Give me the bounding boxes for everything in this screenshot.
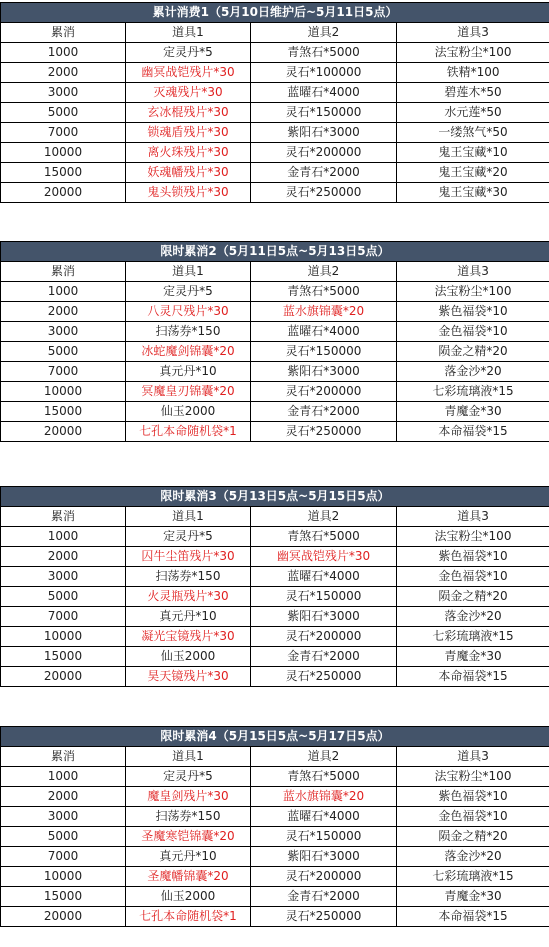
item2-cell: 蓝曜石*4000 bbox=[251, 807, 397, 827]
item2-cell: 蓝曜石*4000 bbox=[251, 567, 397, 587]
table-row bbox=[1, 63, 549, 83]
item1-cell: 七孔本命随机袋*1 bbox=[126, 422, 251, 442]
item2-cell: 灵石*200000 bbox=[251, 143, 397, 163]
column-header-amount: 累消 bbox=[1, 507, 126, 527]
amount-cell: 20000 bbox=[1, 667, 126, 687]
item2-cell: 幽冥战铠残片*30 bbox=[251, 547, 397, 567]
section-block bbox=[0, 486, 549, 687]
item1-cell: 鬼头锁残片*30 bbox=[126, 183, 251, 203]
item2-cell: 蓝水旗锦囊*20 bbox=[251, 787, 397, 807]
table-row bbox=[1, 567, 549, 587]
item3-cell: 鬼王宝藏*10 bbox=[397, 143, 549, 163]
item2-cell: 灵石*150000 bbox=[251, 587, 397, 607]
table-row bbox=[1, 887, 549, 907]
item2-cell: 青煞石*5000 bbox=[251, 767, 397, 787]
item3-cell: 落金沙*20 bbox=[397, 847, 549, 867]
amount-cell: 15000 bbox=[1, 402, 126, 422]
item2-cell: 灵石*100000 bbox=[251, 63, 397, 83]
item1-cell: 昊天镜残片*30 bbox=[126, 667, 251, 687]
item2-cell: 紫阳石*3000 bbox=[251, 362, 397, 382]
item2-cell: 蓝水旗锦囊*20 bbox=[251, 302, 397, 322]
item3-cell: 紫色福袋*10 bbox=[397, 787, 549, 807]
item3-cell: 陨金之精*20 bbox=[397, 342, 549, 362]
column-header-amount: 累消 bbox=[1, 262, 126, 282]
item3-cell: 碧莲木*50 bbox=[397, 83, 549, 103]
item3-cell: 紫色福袋*10 bbox=[397, 302, 549, 322]
item1-cell: 扫荡券*150 bbox=[126, 807, 251, 827]
item2-cell: 紫阳石*3000 bbox=[251, 123, 397, 143]
table-row bbox=[1, 382, 549, 402]
item3-cell: 水元莲*50 bbox=[397, 103, 549, 123]
section-title-row bbox=[1, 727, 549, 747]
item1-cell: 圣魔幡锦囊*20 bbox=[126, 867, 251, 887]
amount-cell: 3000 bbox=[1, 322, 126, 342]
item3-cell: 落金沙*20 bbox=[397, 607, 549, 627]
section-title: 限时累消3（5月13日5点~5月15日5点） bbox=[1, 487, 549, 507]
table-row bbox=[1, 807, 549, 827]
amount-cell: 15000 bbox=[1, 887, 126, 907]
column-header-item3: 道具3 bbox=[397, 262, 549, 282]
item3-cell: 一缕煞气*50 bbox=[397, 123, 549, 143]
reward-table bbox=[0, 241, 549, 442]
amount-cell: 7000 bbox=[1, 847, 126, 867]
column-header-item3: 道具3 bbox=[397, 747, 549, 767]
amount-cell: 5000 bbox=[1, 827, 126, 847]
table-row bbox=[1, 867, 549, 887]
item3-cell: 金色福袋*10 bbox=[397, 807, 549, 827]
item2-cell: 灵石*150000 bbox=[251, 827, 397, 847]
column-header-item1: 道具1 bbox=[126, 747, 251, 767]
amount-cell: 20000 bbox=[1, 907, 126, 927]
amount-cell: 15000 bbox=[1, 163, 126, 183]
item3-cell: 本命福袋*15 bbox=[397, 907, 549, 927]
reward-table bbox=[0, 486, 549, 687]
amount-cell: 10000 bbox=[1, 143, 126, 163]
item1-cell: 定灵丹*5 bbox=[126, 282, 251, 302]
item3-cell: 七彩琉璃液*15 bbox=[397, 382, 549, 402]
item1-cell: 真元丹*10 bbox=[126, 607, 251, 627]
item3-cell: 法宝粉尘*100 bbox=[397, 282, 549, 302]
item2-cell: 灵石*250000 bbox=[251, 907, 397, 927]
table-row bbox=[1, 282, 549, 302]
item2-cell: 灵石*200000 bbox=[251, 382, 397, 402]
column-header-amount: 累消 bbox=[1, 23, 126, 43]
item2-cell: 灵石*150000 bbox=[251, 342, 397, 362]
table-row bbox=[1, 422, 549, 442]
column-header-item1: 道具1 bbox=[126, 262, 251, 282]
amount-cell: 3000 bbox=[1, 83, 126, 103]
item1-cell: 囚牛尘笛残片*30 bbox=[126, 547, 251, 567]
column-header-item3: 道具3 bbox=[397, 23, 549, 43]
amount-cell: 1000 bbox=[1, 43, 126, 63]
amount-cell: 5000 bbox=[1, 342, 126, 362]
section-title-row bbox=[1, 242, 549, 262]
column-header-amount: 累消 bbox=[1, 747, 126, 767]
item1-cell: 七孔本命随机袋*1 bbox=[126, 907, 251, 927]
item1-cell: 定灵丹*5 bbox=[126, 43, 251, 63]
section-block bbox=[0, 241, 549, 442]
table-row bbox=[1, 767, 549, 787]
item1-cell: 定灵丹*5 bbox=[126, 767, 251, 787]
amount-cell: 2000 bbox=[1, 547, 126, 567]
item3-cell: 法宝粉尘*100 bbox=[397, 527, 549, 547]
column-header-row bbox=[1, 23, 549, 43]
item1-cell: 仙玉2000 bbox=[126, 647, 251, 667]
column-header-item1: 道具1 bbox=[126, 507, 251, 527]
column-header-item3: 道具3 bbox=[397, 507, 549, 527]
amount-cell: 5000 bbox=[1, 103, 126, 123]
item1-cell: 仙玉2000 bbox=[126, 402, 251, 422]
item1-cell: 凝光宝镜残片*30 bbox=[126, 627, 251, 647]
item3-cell: 法宝粉尘*100 bbox=[397, 43, 549, 63]
table-row bbox=[1, 362, 549, 382]
item3-cell: 紫色福袋*10 bbox=[397, 547, 549, 567]
item3-cell: 本命福袋*15 bbox=[397, 667, 549, 687]
amount-cell: 20000 bbox=[1, 422, 126, 442]
item3-cell: 青魔金*30 bbox=[397, 402, 549, 422]
table-row bbox=[1, 587, 549, 607]
table-row bbox=[1, 607, 549, 627]
column-header-row bbox=[1, 747, 549, 767]
item3-cell: 陨金之精*20 bbox=[397, 827, 549, 847]
item3-cell: 鬼王宝藏*30 bbox=[397, 183, 549, 203]
column-header-row bbox=[1, 262, 549, 282]
item1-cell: 锁魂盾残片*30 bbox=[126, 123, 251, 143]
amount-cell: 2000 bbox=[1, 787, 126, 807]
table-row bbox=[1, 342, 549, 362]
item3-cell: 陨金之精*20 bbox=[397, 587, 549, 607]
column-header-item2: 道具2 bbox=[251, 747, 397, 767]
item1-cell: 幽冥战铠残片*30 bbox=[126, 63, 251, 83]
item1-cell: 火灵瓶残片*30 bbox=[126, 587, 251, 607]
reward-table bbox=[0, 726, 549, 927]
item1-cell: 扫荡券*150 bbox=[126, 322, 251, 342]
amount-cell: 20000 bbox=[1, 183, 126, 203]
table-row bbox=[1, 322, 549, 342]
item2-cell: 灵石*200000 bbox=[251, 867, 397, 887]
item2-cell: 青煞石*5000 bbox=[251, 282, 397, 302]
amount-cell: 15000 bbox=[1, 647, 126, 667]
item3-cell: 七彩琉璃液*15 bbox=[397, 627, 549, 647]
item2-cell: 灵石*200000 bbox=[251, 627, 397, 647]
table-row bbox=[1, 847, 549, 867]
item1-cell: 圣魔寒铠锦囊*20 bbox=[126, 827, 251, 847]
item1-cell: 离火珠残片*30 bbox=[126, 143, 251, 163]
table-row bbox=[1, 907, 549, 927]
item3-cell: 金色福袋*10 bbox=[397, 322, 549, 342]
table-row bbox=[1, 547, 549, 567]
table-row bbox=[1, 627, 549, 647]
section-block bbox=[0, 2, 549, 203]
table-row bbox=[1, 787, 549, 807]
amount-cell: 2000 bbox=[1, 302, 126, 322]
table-row bbox=[1, 103, 549, 123]
item3-cell: 鬼王宝藏*20 bbox=[397, 163, 549, 183]
item2-cell: 青煞石*5000 bbox=[251, 527, 397, 547]
item3-cell: 青魔金*30 bbox=[397, 887, 549, 907]
amount-cell: 7000 bbox=[1, 123, 126, 143]
item1-cell: 灭魂残片*30 bbox=[126, 83, 251, 103]
item1-cell: 仙玉2000 bbox=[126, 887, 251, 907]
item2-cell: 蓝曜石*4000 bbox=[251, 322, 397, 342]
item3-cell: 金色福袋*10 bbox=[397, 567, 549, 587]
section-title: 限时累消2（5月11日5点~5月13日5点） bbox=[1, 242, 549, 262]
item2-cell: 紫阳石*3000 bbox=[251, 847, 397, 867]
item2-cell: 金青石*2000 bbox=[251, 402, 397, 422]
item3-cell: 本命福袋*15 bbox=[397, 422, 549, 442]
item1-cell: 真元丹*10 bbox=[126, 362, 251, 382]
reward-table bbox=[0, 2, 549, 203]
item3-cell: 法宝粉尘*100 bbox=[397, 767, 549, 787]
table-row bbox=[1, 143, 549, 163]
item1-cell: 魔皇剑残片*30 bbox=[126, 787, 251, 807]
amount-cell: 1000 bbox=[1, 527, 126, 547]
table-row bbox=[1, 667, 549, 687]
table-row bbox=[1, 402, 549, 422]
column-header-item2: 道具2 bbox=[251, 23, 397, 43]
item1-cell: 八灵尺残片*30 bbox=[126, 302, 251, 322]
item1-cell: 扫荡券*150 bbox=[126, 567, 251, 587]
amount-cell: 10000 bbox=[1, 627, 126, 647]
item1-cell: 玄冰棍残片*30 bbox=[126, 103, 251, 123]
table-row bbox=[1, 302, 549, 322]
column-header-row bbox=[1, 507, 549, 527]
item2-cell: 灵石*250000 bbox=[251, 422, 397, 442]
item2-cell: 灵石*250000 bbox=[251, 183, 397, 203]
item2-cell: 金青石*2000 bbox=[251, 163, 397, 183]
amount-cell: 2000 bbox=[1, 63, 126, 83]
amount-cell: 1000 bbox=[1, 282, 126, 302]
amount-cell: 3000 bbox=[1, 807, 126, 827]
item2-cell: 蓝曜石*4000 bbox=[251, 83, 397, 103]
amount-cell: 7000 bbox=[1, 607, 126, 627]
item3-cell: 落金沙*20 bbox=[397, 362, 549, 382]
section-block bbox=[0, 726, 549, 927]
section-title: 累计消费1（5月10日维护后~5月11日5点） bbox=[1, 3, 549, 23]
table-row bbox=[1, 163, 549, 183]
table-row bbox=[1, 83, 549, 103]
table-row bbox=[1, 183, 549, 203]
item2-cell: 灵石*250000 bbox=[251, 667, 397, 687]
item1-cell: 定灵丹*5 bbox=[126, 527, 251, 547]
table-row bbox=[1, 527, 549, 547]
section-title-row bbox=[1, 3, 549, 23]
item2-cell: 灵石*150000 bbox=[251, 103, 397, 123]
item2-cell: 青煞石*5000 bbox=[251, 43, 397, 63]
amount-cell: 10000 bbox=[1, 867, 126, 887]
column-header-item2: 道具2 bbox=[251, 507, 397, 527]
item3-cell: 青魔金*30 bbox=[397, 647, 549, 667]
amount-cell: 7000 bbox=[1, 362, 126, 382]
item2-cell: 金青石*2000 bbox=[251, 887, 397, 907]
table-row bbox=[1, 827, 549, 847]
section-title-row bbox=[1, 487, 549, 507]
item1-cell: 真元丹*10 bbox=[126, 847, 251, 867]
table-row bbox=[1, 43, 549, 63]
item2-cell: 金青石*2000 bbox=[251, 647, 397, 667]
item2-cell: 紫阳石*3000 bbox=[251, 607, 397, 627]
column-header-item2: 道具2 bbox=[251, 262, 397, 282]
item3-cell: 铁精*100 bbox=[397, 63, 549, 83]
item1-cell: 冥魔皇刃锦囊*20 bbox=[126, 382, 251, 402]
column-header-item1: 道具1 bbox=[126, 23, 251, 43]
item1-cell: 妖魂幡残片*30 bbox=[126, 163, 251, 183]
amount-cell: 10000 bbox=[1, 382, 126, 402]
amount-cell: 5000 bbox=[1, 587, 126, 607]
amount-cell: 3000 bbox=[1, 567, 126, 587]
table-row bbox=[1, 647, 549, 667]
amount-cell: 1000 bbox=[1, 767, 126, 787]
table-row bbox=[1, 123, 549, 143]
item1-cell: 冰蛇魔剑锦囊*20 bbox=[126, 342, 251, 362]
item3-cell: 七彩琉璃液*15 bbox=[397, 867, 549, 887]
section-title: 限时累消4（5月15日5点~5月17日5点） bbox=[1, 727, 549, 747]
